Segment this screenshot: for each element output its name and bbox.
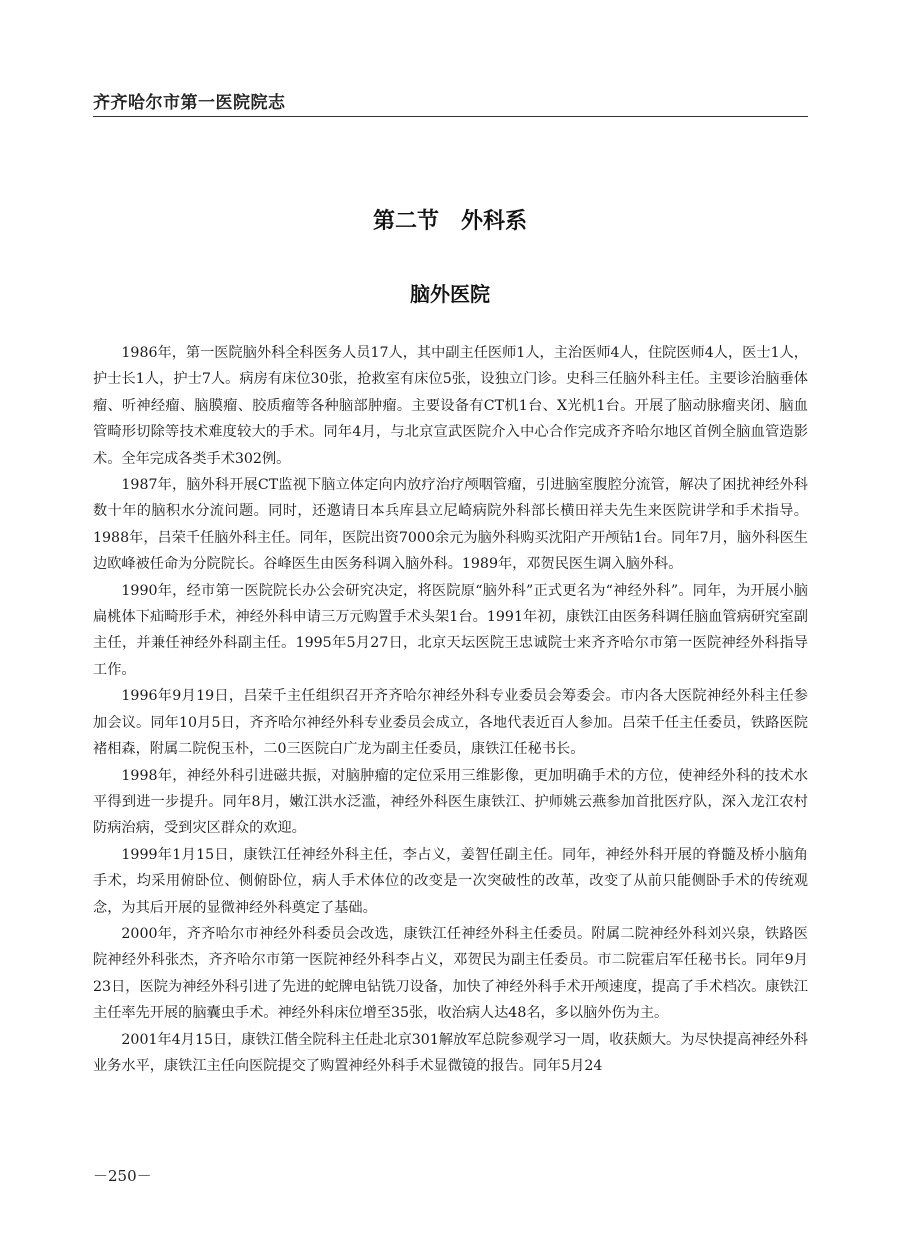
page-number: －250－ [93,1167,152,1185]
paragraph: 1990年，经市第一医院院长办公会研究决定，将医院原“脑外科”正式更名为“神经外科”。同年，为开展小脑扁桃体下疝畸形手术，神经外科申请三万元购置手术头架1台。1991年初，康铁江由医务科调任脑血管病研究室副主任，并兼任神经外科副主任。1995年5月27日，北京天坛医院王忠诚院士来齐齐哈尔市第一医院神经外科指导工作。 [93,582,808,678]
paragraph: 1999年1月15日，康铁江任神经外科主任，李占义，姜智任副主任。同年，神经外科开展的脊髓及桥小脑角手术，均采用俯卧位、侧俯卧位，病人手术体位的改变是一次突破性的改革，改变了从前只能侧卧手术的传统观念，为其后开展的显微神经外科奠定了基础。 [93,846,808,916]
section-title: 第二节 外科系 [372,208,527,234]
paragraph: 2000年，齐齐哈尔市神经外科委员会改选，康铁江任神经外科主任委员。附属二院神经外科刘兴泉，铁路医院神经外科张杰，齐齐哈尔市第一医院神经外科李占义，邓贺民为副主任委员。市二院霍启军任秘书长。同年9月23日，医院为神经外科引进了先进的蛇牌电钻铣刀设备，加快了神经外科手术开颅速度，提高了手术档次。康铁江主任率先开展的脑囊虫手术。神经外科床位增至35张，收治病人达48名，多以脑外伤为主。 [93,925,808,1022]
running-head: 齐齐哈尔市第一医院院志 [93,93,286,113]
section-subtitle: 脑外医院 [410,282,490,306]
paragraph: 1996年9月19日，吕荣千主任组织召开齐齐哈尔神经外科专业委员会筹委会。市内各大医院神经外科主任参加会议。同年10月5日，齐齐哈尔神经外科专业委员会成立，各地代表近百人参加。吕荣千任主任委员，铁路医院褚相森，附属二院倪玉朴，二0三医院白广龙为副主任委员，康铁江任秘书长。 [93,688,808,758]
header-rule [93,116,808,117]
paragraph: 2001年4月15日，康铁江偕全院科主任赴北京301解放军总院参观学习一周，收获颇大。为尽快提高神经外科业务水平，康铁江主任向医院提交了购置神经外科手术显微镜的报告。同年5月24 [93,1031,808,1074]
paragraph: 1986年，第一医院脑外科全科医务人员17人，其中副主任医师1人，主治医师4人，住院医师4人，医士1人，护士长1人，护士7人。病房有床位30张，抢救室有床位5张，设独立门诊。史科三任脑外科主任。主要诊治脑垂体瘤、听神经瘤、脑膜瘤、胶质瘤等各种脑部肿瘤。主要设备有CT机1台、X光机1台。开展了脑动脉瘤夹闭、脑血管畸形切除等技术难度较大的手术。同年4月，与北京宣武医院介入中心合作完成齐齐哈尔地区首例全脑血管造影术。全年完成各类手术302例。 [93,345,808,467]
paragraph: 1987年，脑外科开展CT监视下脑立体定向内放疗治疗颅咽管瘤，引进脑室腹腔分流管，解决了困扰神经外科数十年的脑积水分流问题。同时，还邀请日本兵库县立尼崎病院外科部长横田祥夫先生来医院讲学和手术指导。1988年，吕荣千任脑外科主任。同年，医院出资7000余元为脑外科购买沈阳产开颅钻1台。同年7月，脑外科医生边欧峰被任命为分院院长。谷峰医生由医务科调入脑外科。1989年，邓贺民医生调入脑外科。 [93,477,808,573]
body-text [93,340,808,1079]
paragraph: 1998年，神经外科引进磁共振，对脑肿瘤的定位采用三维影像，更加明确手术的方位，使神经外科的技术水平得到进一步提升。同年8月，嫩江洪水泛滥，神经外科医生康铁江、护师姚云燕参加首批医疗队，深入龙江农村防病治病，受到灾区群众的欢迎。 [93,767,808,837]
